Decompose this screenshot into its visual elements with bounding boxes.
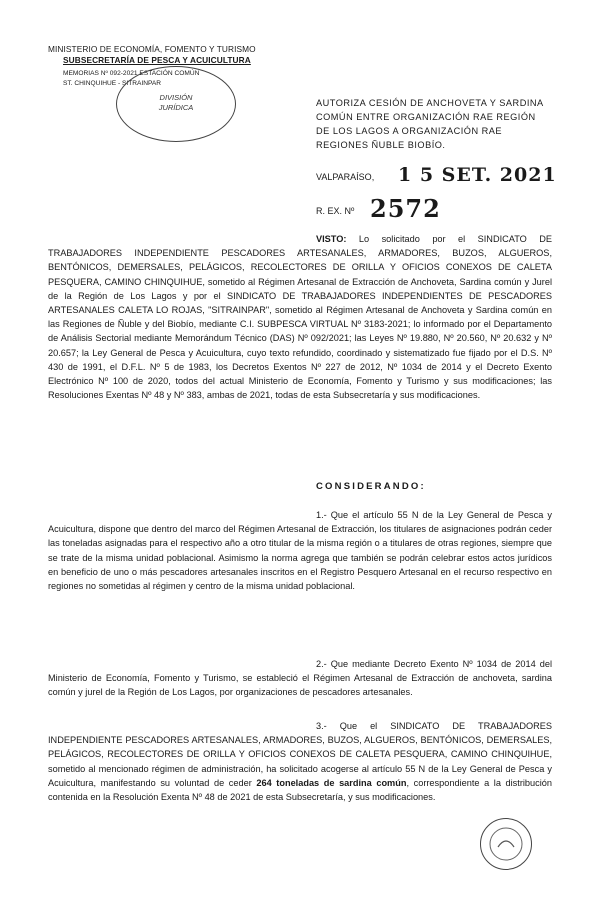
- stamp-line-1: DIVISIÓN: [159, 93, 193, 102]
- division-juridica-stamp: [116, 66, 236, 142]
- considerando-item-1: 1.- Que el artículo 55 N de la Ley General de Pesca y Acuicultura, dispone que dentro del marco del Régimen Artesanal de Extracción, los titulares de asignaciones podrán ceder las toneladas asignadas para el respectivo año a otro titular de la misma región o a titulares de otras regiones, siempre que se trate de la misma unidad poblacional. Asimismo la norma agrega que también se podrán celebrar estos actos jurídicos en beneficio de uno o más pescadores artesanales inscritos en el Registro Pesquero Artesanal en el recurso respectivo en regiones no sometidas al régimen y centro de la misma unidad poblacional.: [48, 510, 552, 592]
- subsecretaria-header: SUBSECRETARÍA DE PESCA Y ACUICULTURA: [63, 55, 251, 65]
- considerando-3-text-a: 3.- Que el SINDICATO DE TRABAJADORES INDEPENDIENTE PESCADORES ARTESANALES, ARMADORES, BUZOS, ALGUEROS, BENTÓNICOS, DEMERSALES, PELÁGICOS, RECOLECTORES DE ORILLA Y OFICIOS CONEXOS DE CALETA PESQUERA, CAMINO CHINQUIHUE, sometido al mencionado régimen de administración, ha solicitado acogerse al artículo 55 N de la Ley General de Pesca y Acuicultura, manifestando su voluntad de ceder: [48, 721, 552, 788]
- sindicato-reference: ST. CHINQUIHUE - SITRAINPAR: [63, 80, 162, 87]
- visto-text: Lo solicitado por el SINDICATO DE TRABAJADORES INDEPENDIENTE PESCADORES ARTESANALES, ARMADORES, BUZOS, ALGUEROS, BENTÓNICOS, DEMERSALES, PELÁGICOS, RECOLECTORES DE ORILLA Y OFICIOS CONEXOS DE CALETA PESQUERA, CAMINO CHINQUIHUE, sometido al Régimen Artesanal de Extracción de Anchoveta, Sardina común y Jurel de la Región de Los Lagos y por el SINDICATO DE TRABAJADORES INDEPENDIENTES DE PESCADORES ARTESANALES CALETA LO ROJAS, "SITRAINPAR", sometido al Régimen Artesanal de Anchoveta y Sardina común en las Regiones de Ñuble y del Biobío, mediante C.I. SUBPESCA VIRTUAL Nº 3183-2021; lo informado por el Departamento de Análisis Sectorial mediante Memorándum Técnico (DAS) Nº 092/2021; las Leyes Nº 19.880, Nº 20.560, Nº 20.632 y Nº 20.657; la Ley General de Pesca y Acuicultura, cuyo texto refundido, coordinado y sistematizado fue fijado por el D.S. Nº 430 de 1991, el D.F.L. Nº 5 de 1983, los Decretos Exentos Nº 227 de 2012, Nº 1034 de 2014 y el Decreto Exento Electrónico Nº 100 de 2020, todos del actual Ministerio de Economía, Fomento y Turismo y sus modificaciones; las Resoluciones Exentas Nº 48 y Nº 383, ambas de 2021, todas de esta Subsecretaría y sus modificaciones.: [48, 234, 553, 401]
- considerando-item-2: 2.- Que mediante Decreto Exento Nº 1034 de 2014 del Ministerio de Economía, Fomento y Turismo, se estableció el Régimen Artesanal de Extracción de anchoveta, sardina común y jurel de la Región de Los Lagos, por organizaciones de pescadores artesanales.: [48, 659, 552, 698]
- resolution-subject: AUTORIZA CESIÓN DE ANCHOVETA Y SARDINA COMÚN ENTRE ORGANIZACIÓN RAE REGIÓN DE LOS LAGOS A ORGANIZACIÓN RAE REGIONES ÑUBLE BIOBÍO.: [316, 98, 544, 150]
- place-label: VALPARAÍSO,: [316, 172, 375, 182]
- date-stamp: 1 5 SET. 2021: [398, 164, 557, 186]
- considerando-3-text-b: , correspondiente a la distribución contenida en la Resolución Exenta Nº 48 de 2021 de esta Subsecretaría, y sus modificaciones.: [48, 777, 553, 803]
- visto-paragraph: [48, 232, 552, 402]
- seal-inner-mark: [481, 819, 531, 869]
- memo-reference: MEMORIAS Nº 092-2021 ESTACIÓN COMÚN: [63, 70, 200, 77]
- considerando-heading: CONSIDERANDO:: [316, 481, 426, 492]
- visto-label: VISTO:: [316, 234, 347, 244]
- considerando-3-tonnage: 264 toneladas de sardina común: [256, 777, 407, 788]
- considerando-item-3: [48, 719, 552, 804]
- rex-number: 2572: [370, 194, 441, 223]
- round-seal-stamp: [480, 818, 532, 870]
- rex-label: R. EX. Nº: [316, 206, 355, 216]
- stamp-line-2: JURÍDICA: [158, 103, 194, 112]
- ministry-header: MINISTERIO DE ECONOMÍA, FOMENTO Y TURISMO: [48, 44, 256, 54]
